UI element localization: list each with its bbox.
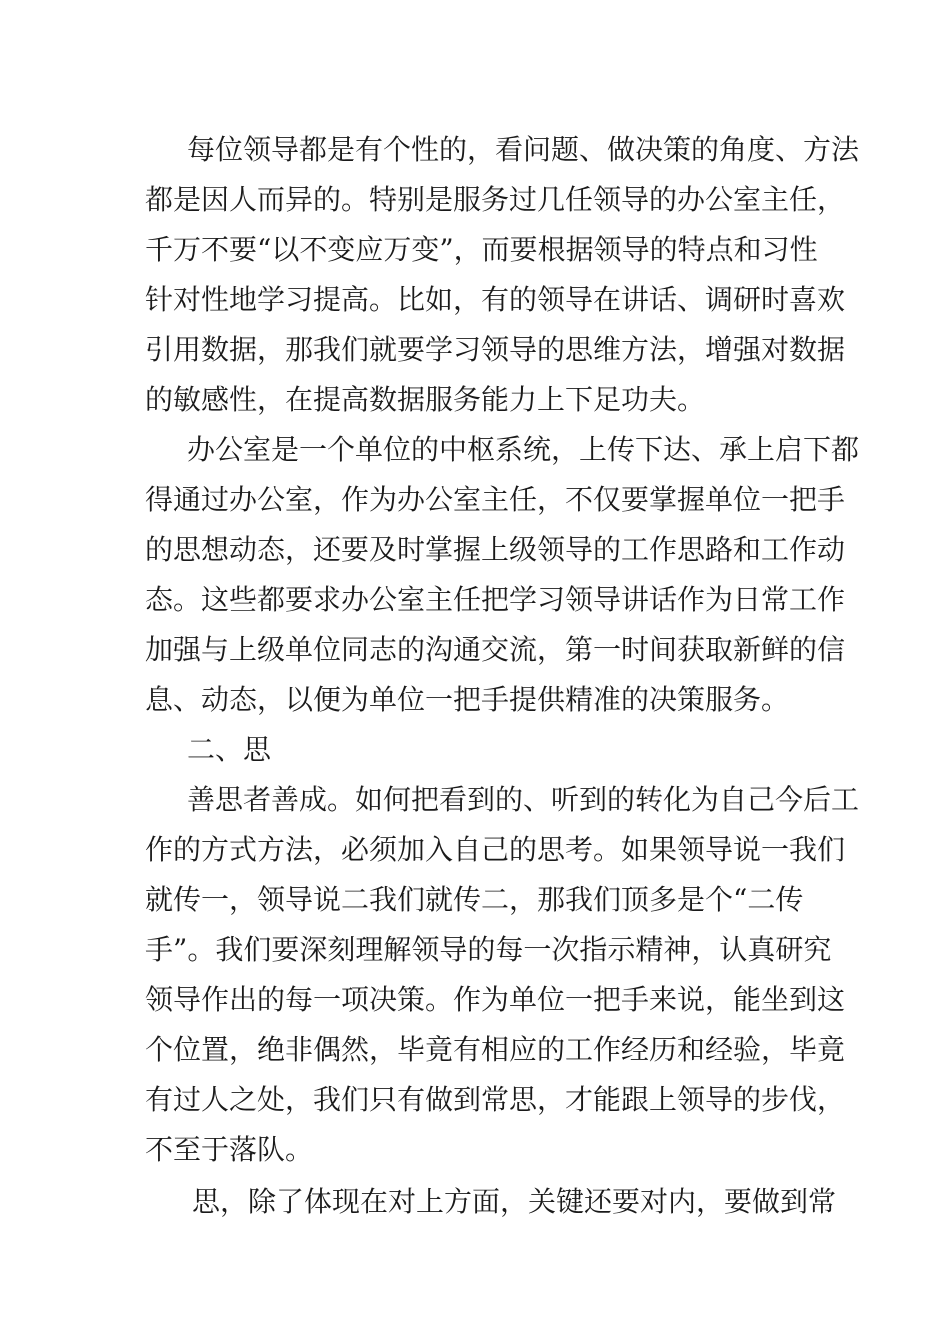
text-line: 每位领导都是有个性的，看问题、做决策的角度、方法	[187, 133, 860, 166]
text-line: 针对性地学习提高。比如，有的领导在讲话、调研时喜欢	[145, 283, 846, 316]
text-line: 都是因人而异的。特别是服务过几任领导的办公室主任，	[145, 183, 846, 216]
text-line: 得通过办公室，作为办公室主任，不仅要掌握单位一把手	[145, 483, 846, 516]
text-line: 千万不要“以不变应万变”，而要根据领导的特点和习性	[145, 233, 818, 266]
section-heading: 二、思	[187, 733, 272, 766]
text-line: 的思想动态，还要及时掌握上级领导的工作思路和工作动	[145, 533, 846, 566]
text-line: 领导作出的每一项决策。作为单位一把手来说，能坐到这	[145, 983, 846, 1016]
text-line: 态。这些都要求办公室主任把学习领导讲话作为日常工作	[145, 583, 846, 616]
text-line: 的敏感性，在提高数据服务能力上下足功夫。	[145, 383, 706, 416]
text-line: 加强与上级单位同志的沟通交流，第一时间获取新鲜的信	[145, 633, 846, 666]
text-line: 有过人之处，我们只有做到常思，才能跟上领导的步伐，	[145, 1083, 846, 1116]
text-line: 个位置，绝非偶然，毕竟有相应的工作经历和经验，毕竟	[145, 1033, 846, 1066]
text-line: 办公室是一个单位的中枢系统，上传下达、承上启下都	[187, 433, 860, 466]
text-line: 不至于落队。	[145, 1133, 314, 1166]
text-line: 善思者善成。如何把看到的、听到的转化为自己今后工	[187, 783, 860, 816]
text-line: 息、动态，以便为单位一把手提供精准的决策服务。	[145, 683, 790, 716]
text-line: 思，除了体现在对上方面，关键还要对内，要做到常	[192, 1185, 837, 1218]
text-line: 就传一，领导说二我们就传二，那我们顶多是个“二传	[145, 883, 804, 916]
text-line: 手”。我们要深刻理解领导的每一次指示精神，认真研究	[145, 933, 832, 966]
text-line: 作的方式方法，必须加入自己的思考。如果领导说一我们	[145, 833, 846, 866]
text-line: 引用数据，那我们就要学习领导的思维方法，增强对数据	[145, 333, 846, 366]
